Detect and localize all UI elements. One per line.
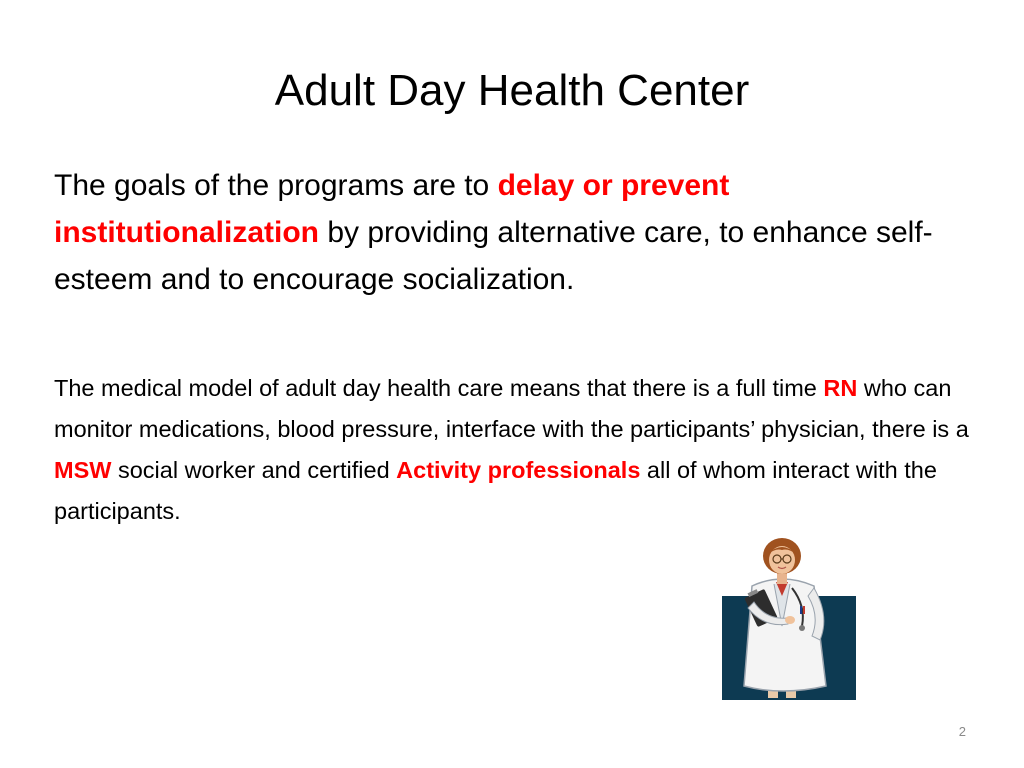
medical-model-paragraph — [54, 368, 974, 532]
medical-text-1: The medical model of adult day health care means that there is a full time — [54, 375, 824, 401]
doctor-with-clipboard-icon — [722, 536, 856, 700]
highlight-delay-prevent: delay or prevent institutionalization — [54, 169, 730, 249]
goals-text-1: The goals of the programs are to — [54, 169, 498, 202]
goals-text-2: by providing alternative care, to enhance self-esteem and to encourage socialization. — [54, 216, 933, 296]
page-number: 2 — [958, 724, 966, 739]
highlight-msw: MSW — [54, 457, 112, 483]
highlight-activity-professionals: Activity professionals — [396, 457, 641, 483]
medical-text-4: all of whom interact with the participants. — [54, 457, 937, 524]
highlight-rn: RN — [823, 375, 858, 401]
medical-text-3: social worker and certified — [111, 457, 397, 483]
medical-text-2: who can monitor medications, blood pressure, interface with the participants’ physician, there is a — [54, 375, 969, 442]
goals-paragraph — [54, 162, 954, 303]
slide-title: Adult Day Health Center — [274, 66, 750, 115]
